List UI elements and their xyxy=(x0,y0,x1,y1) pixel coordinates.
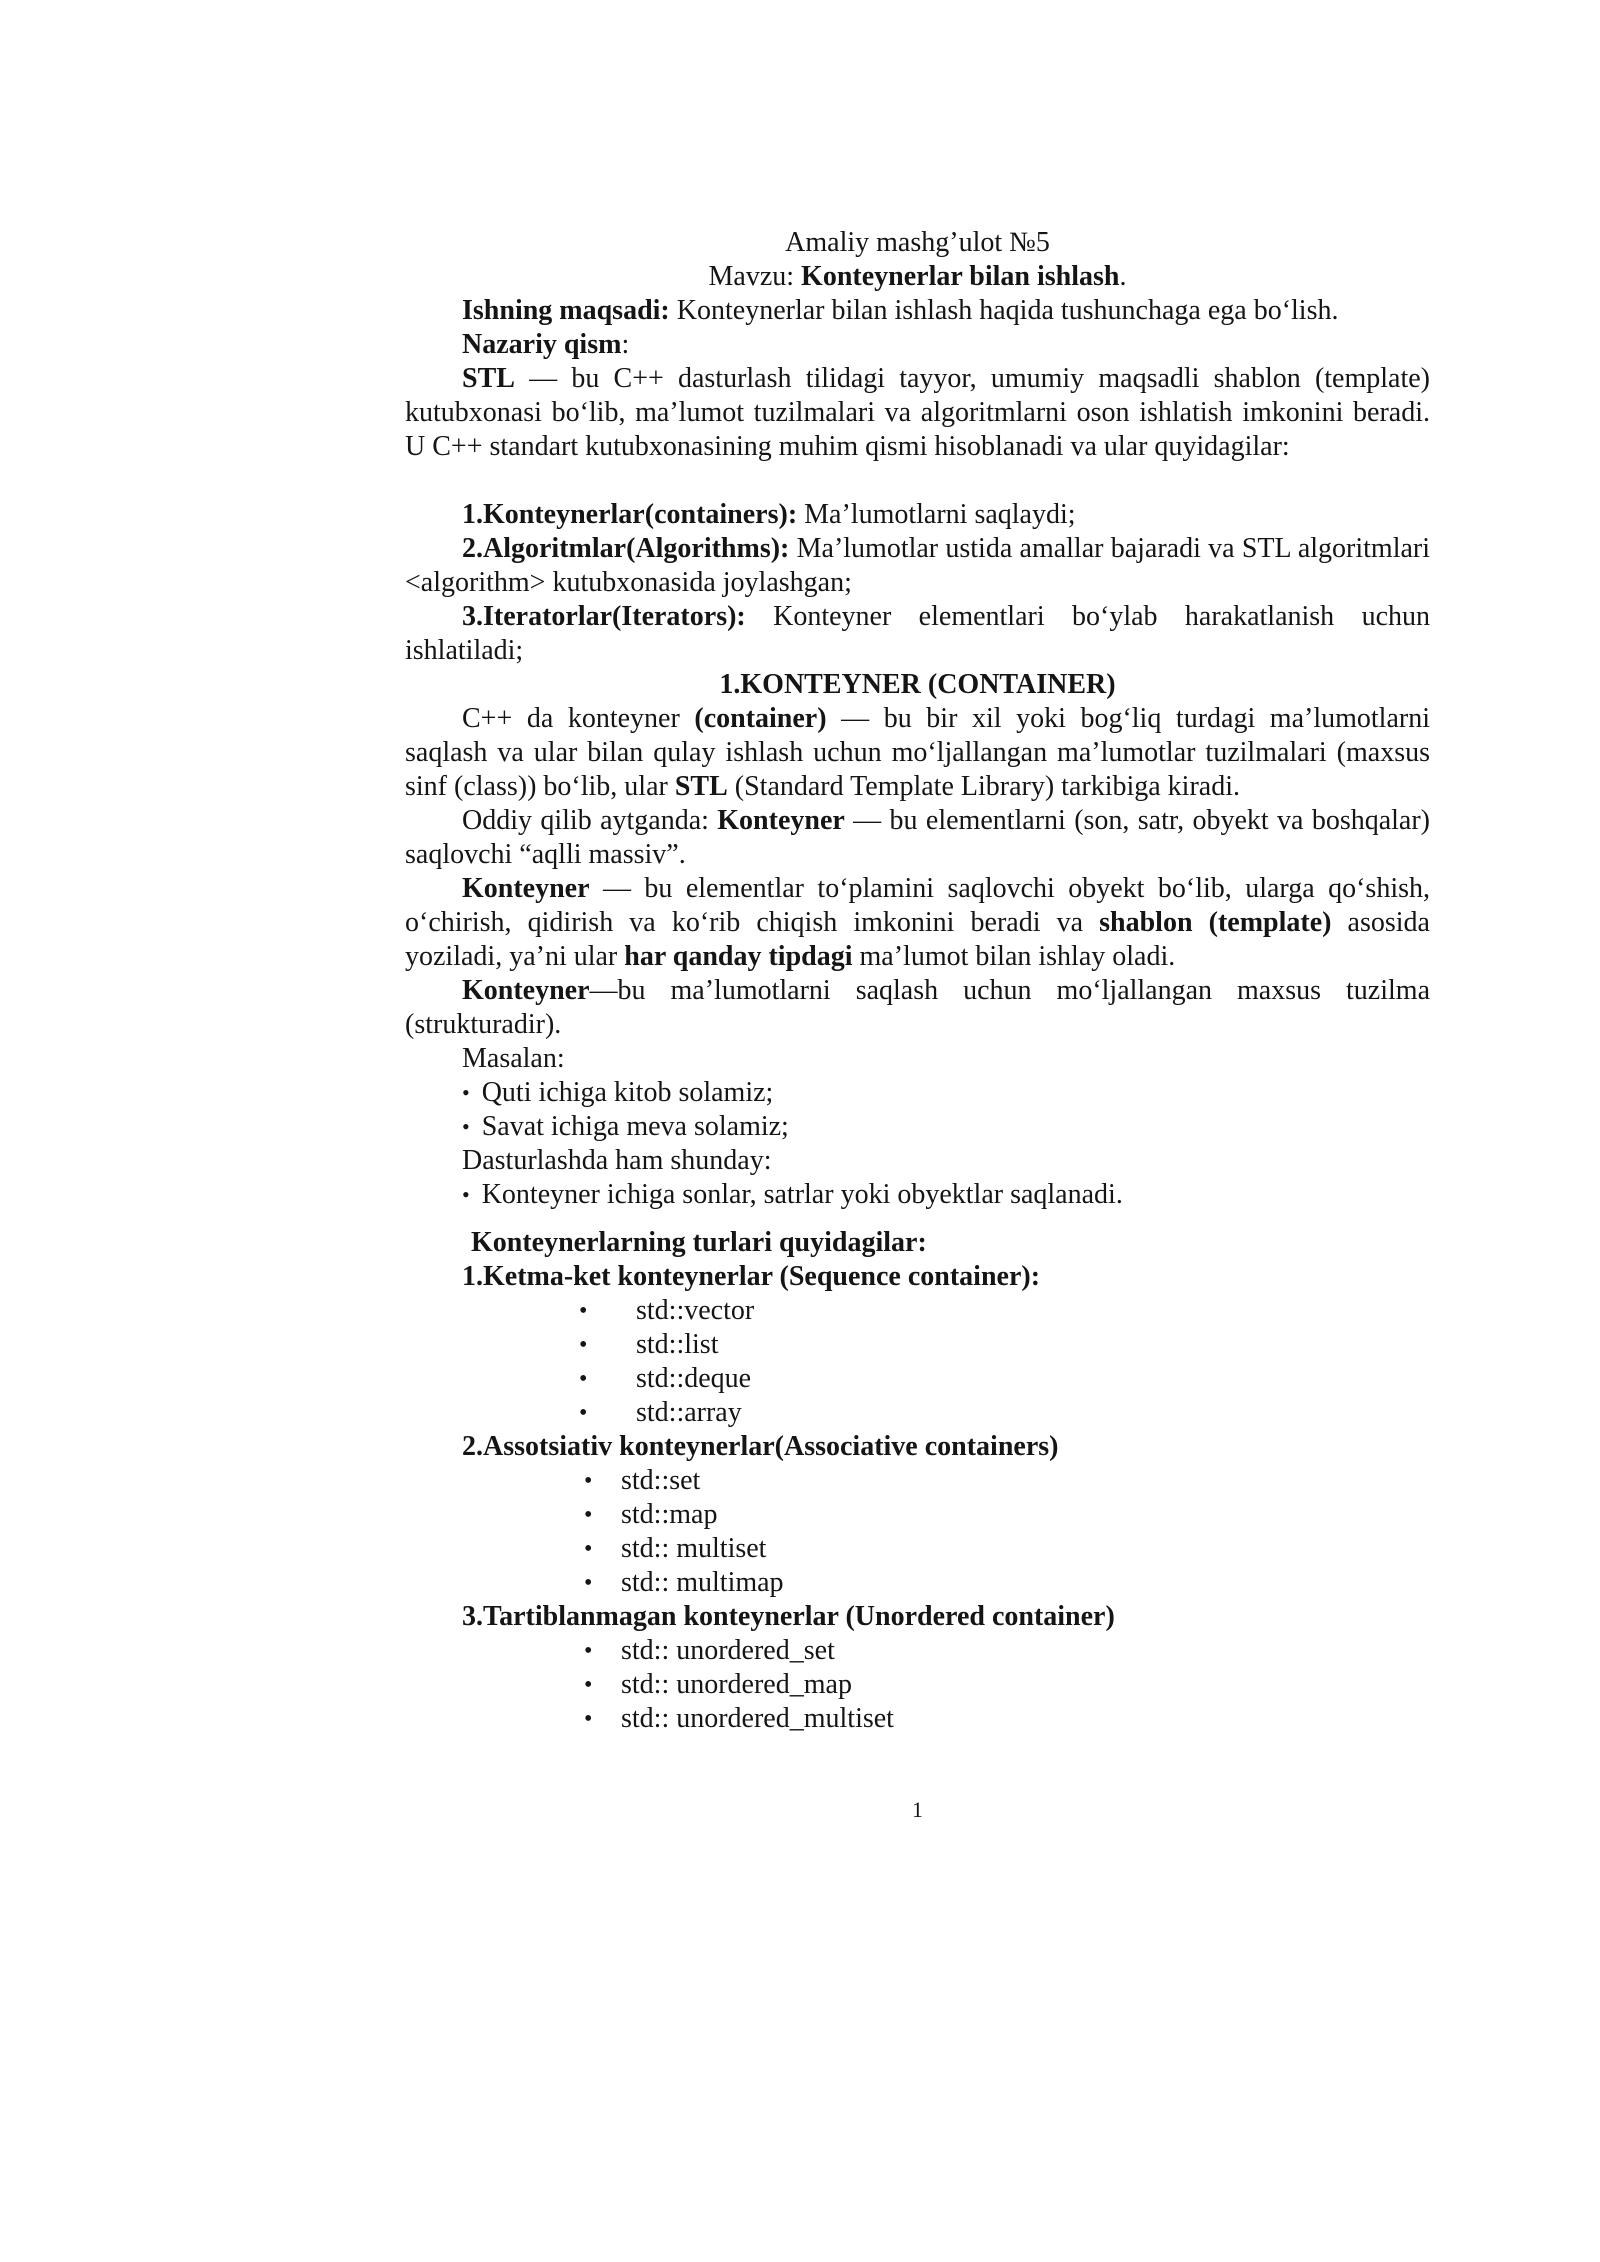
theory-label xyxy=(405,328,1430,362)
list-item-text: std:: unordered_map xyxy=(621,1669,852,1700)
list-item xyxy=(405,1532,1430,1566)
page-footer xyxy=(405,1797,1430,1823)
type-3-heading xyxy=(405,1600,1430,1634)
list-item xyxy=(405,1498,1430,1532)
list-item-text: std:: unordered_multiset xyxy=(621,1703,894,1734)
list-item xyxy=(405,1362,1430,1396)
container-definition-3 xyxy=(405,872,1430,974)
purpose-line-text: Ishning maqsadi: Konteynerlar bilan ishlash haqida tushunchaga ega bo‘lish. xyxy=(462,295,1339,326)
document-body xyxy=(405,226,1430,1736)
list-item xyxy=(405,1328,1430,1362)
container-heading xyxy=(405,668,1430,702)
list-item xyxy=(405,1634,1430,1668)
doc-subtitle xyxy=(405,260,1430,294)
container-definition-4-text: Konteyner—bu ma’lumotlarni saqlash uchun mo‘ljallangan maxsus tuzilma (strukturadir). xyxy=(405,975,1430,1040)
stl-item-containers-text: 1.Konteynerlar(containers): Ma’lumotlarni saqlaydi; xyxy=(462,499,1076,530)
list-item xyxy=(405,1396,1430,1430)
theory-label-text: Nazariy qism: xyxy=(462,329,630,360)
container-definition-4 xyxy=(405,974,1430,1042)
bullet-icon: • xyxy=(584,1672,593,1698)
type-1-heading xyxy=(405,1260,1430,1294)
container-definition-3-text: Konteyner — bu elementlar to‘plamini saqlovchi obyekt bo‘lib, ularga qo‘shish, o‘chirish, qidirish va ko‘rib chiqish imkonini beradi va shablon (template) asosida yoziladi, ya’ni ular har qanday tipdagi ma’lumot bilan ishlay oladi. xyxy=(405,873,1430,972)
list-item-text: std::map xyxy=(621,1499,718,1530)
list-item xyxy=(405,1702,1430,1736)
doc-title-text: Amaliy mashg’ulot №5 xyxy=(785,227,1050,258)
page-number: 1 xyxy=(912,1797,923,1822)
stl-paragraph-text: STL — bu C++ dasturlash tilidagi tayyor, umumiy maqsadli shablon (template) kutubxonasi bo‘lib, ma’lumot tuzilmalari va algoritmlarni oson ishlatish imkonini beradi. U C++ standart kutubxonasining muhim qismi hisoblanadi va ular quyidagilar: xyxy=(405,363,1430,462)
list-item-text: std::array xyxy=(636,1397,742,1428)
doc-title xyxy=(405,226,1430,260)
types-heading xyxy=(405,1226,1430,1260)
programming-note xyxy=(405,1144,1430,1178)
bullet-icon: • xyxy=(584,1468,593,1494)
example-bullet-basket-text: Savat ichiga meva solamiz; xyxy=(481,1111,789,1142)
type-2-heading-text: 2.Assotsiativ konteynerlar(Associative containers) xyxy=(462,1431,1059,1462)
bullet-icon: • xyxy=(579,1400,588,1426)
list-item xyxy=(405,1464,1430,1498)
container-definition-2 xyxy=(405,804,1430,872)
purpose-line xyxy=(405,294,1430,328)
bullet-icon: • xyxy=(462,1182,470,1207)
type-2-heading xyxy=(405,1430,1430,1464)
bullet-icon: • xyxy=(584,1638,593,1664)
stl-item-algorithms-text: 2.Algoritmlar(Algorithms): Ma’lumotlar ustida amallar bajaradi va STL algoritmlari <algorithm> kutubxonasida joylashgan; xyxy=(405,533,1430,598)
stl-item-containers xyxy=(405,498,1430,532)
container-definition-1 xyxy=(405,702,1430,804)
bullet-icon: • xyxy=(584,1706,593,1732)
container-definition-1-text: C++ da konteyner (container) — bu bir xil yoki bog‘liq turdagi ma’lumotlarni saqlash va ular bilan qulay ishlash uchun mo‘ljallangan ma’lumotlar tuzilmalari (maxsus sinf (class)) bo‘lib, ular STL (Standard Template Library) tarkibiga kiradi. xyxy=(405,703,1430,802)
doc-subtitle-text: Mavzu: Konteynerlar bilan ishlash. xyxy=(708,261,1127,292)
spacer xyxy=(405,464,1430,498)
example-label-text: Masalan: xyxy=(462,1043,565,1074)
example-bullet-basket xyxy=(405,1110,1430,1144)
bullet-icon: • xyxy=(462,1114,470,1139)
type-1-heading-text: 1.Ketma-ket konteynerlar (Sequence container): xyxy=(462,1261,1041,1292)
bullet-icon: • xyxy=(579,1366,588,1392)
list-item-text: std:: multimap xyxy=(621,1567,784,1598)
list-item-text: std:: multiset xyxy=(621,1533,767,1564)
list-item-text: std:: unordered_set xyxy=(621,1635,835,1666)
stl-paragraph xyxy=(405,362,1430,464)
bullet-icon: • xyxy=(584,1570,593,1596)
bullet-icon: • xyxy=(584,1502,593,1528)
list-item xyxy=(405,1294,1430,1328)
bullet-icon: • xyxy=(584,1536,593,1562)
list-item xyxy=(405,1566,1430,1600)
example-bullet-container-text: Konteyner ichiga sonlar, satrlar yoki obyektlar saqlanadi. xyxy=(481,1179,1123,1210)
example-label xyxy=(405,1042,1430,1076)
bullet-icon: • xyxy=(579,1332,588,1358)
stl-item-iterators-text: 3.Iteratorlar(Iterators): Konteyner elementlari bo‘ylab harakatlanish uchun ishlatiladi; xyxy=(405,601,1430,666)
bullet-icon: • xyxy=(462,1080,470,1105)
stl-item-iterators xyxy=(405,600,1430,668)
bullet-icon: • xyxy=(579,1298,588,1324)
container-heading-text: 1.KONTEYNER (CONTAINER) xyxy=(719,669,1116,700)
example-bullet-container xyxy=(405,1178,1430,1212)
list-item xyxy=(405,1668,1430,1702)
example-bullet-box-text: Quti ichiga kitob solamiz; xyxy=(481,1077,774,1108)
type-3-heading-text: 3.Tartiblanmagan konteynerlar (Unordered container) xyxy=(462,1601,1115,1632)
programming-note-text: Dasturlashda ham shunday: xyxy=(462,1145,772,1176)
list-item-text: std::list xyxy=(636,1329,719,1360)
list-item-text: std::deque xyxy=(636,1363,752,1394)
list-item-text: std::set xyxy=(621,1465,701,1496)
types-heading-text: Konteynerlarning turlari quyidagilar: xyxy=(471,1227,927,1258)
list-item-text: std::vector xyxy=(636,1295,755,1326)
example-bullet-box xyxy=(405,1076,1430,1110)
container-definition-2-text: Oddiy qilib aytganda: Konteyner — bu elementlarni (son, satr, obyekt va boshqalar) saqlovchi “aqlli massiv”. xyxy=(405,805,1430,870)
stl-item-algorithms xyxy=(405,532,1430,600)
